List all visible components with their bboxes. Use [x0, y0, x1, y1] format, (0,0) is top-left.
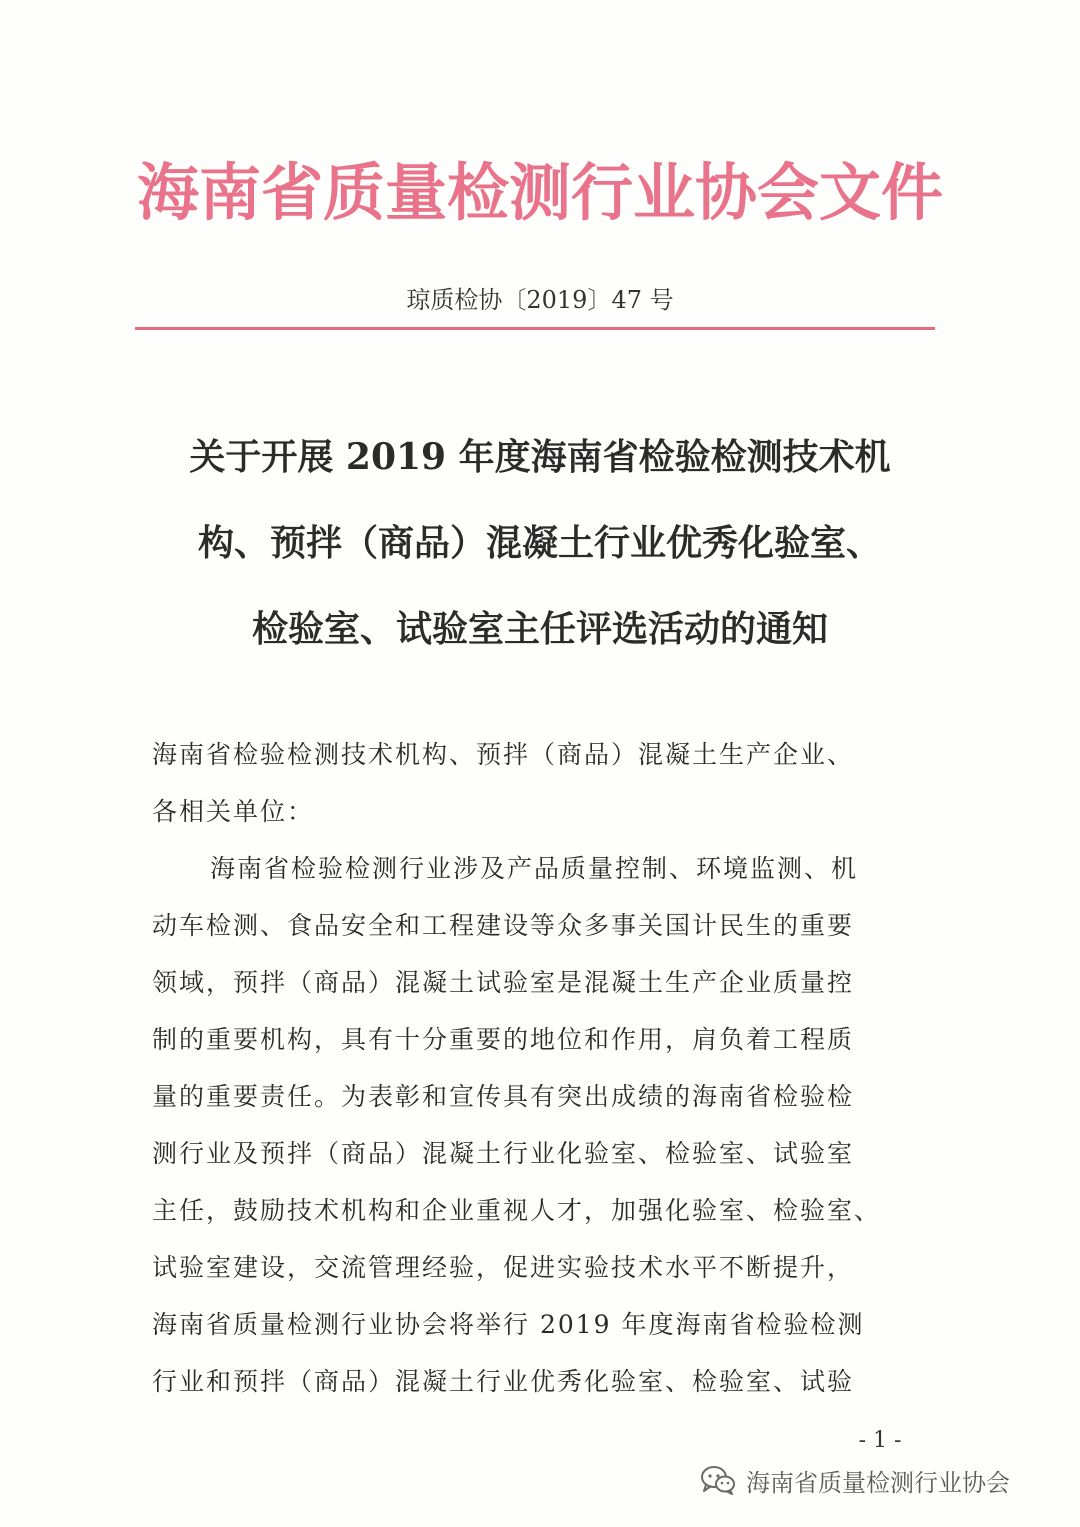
body-line: 量的重要责任。为表彰和宣传具有突出成绩的海南省检验检 [152, 1082, 855, 1111]
notice-title [130, 414, 950, 672]
recipient-line: 各相关单位： [152, 797, 315, 826]
body-line: 试验室建设，交流管理经验，促进实验技术水平不断提升， [152, 1253, 855, 1282]
document-number: 琼质检协〔2019〕47 号 [406, 286, 674, 314]
body-line: 领域，预拌（商品）混凝土试验室是混凝土生产企业质量控 [152, 968, 855, 997]
body-line: 海南省质量检测行业协会将举行 2019 年度海南省检验检测 [152, 1310, 865, 1339]
wechat-icon [700, 1465, 736, 1495]
body-line: 制的重要机构，具有十分重要的地位和作用，肩负着工程质 [152, 1025, 855, 1054]
recipient-line: 海南省检验检测技术机构、预拌（商品）混凝土生产企业、 [152, 740, 855, 769]
masthead-title: 海南省质量检测行业协会文件 [136, 156, 943, 229]
red-divider [135, 327, 935, 330]
body-line: 测行业及预拌（商品）混凝土行业化验室、检验室、试验室 [152, 1139, 855, 1168]
body-line: 主任，鼓励技术机构和企业重视人才，加强化验室、检验室、 [152, 1196, 882, 1225]
body-line: 海南省检验检测行业涉及产品质量控制、环境监测、机 [210, 854, 859, 883]
body-line: 行业和预拌（商品）混凝土行业优秀化验室、检验室、试验 [152, 1367, 855, 1396]
wechat-watermark [700, 1458, 1010, 1502]
page-number: - 1 - [858, 1428, 902, 1453]
body-line: 动车检测、食品安全和工程建设等众多事关国计民生的重要 [152, 911, 855, 940]
title-line: 检验室、试验室主任评选活动的通知 [251, 608, 828, 650]
title-line: 构、预拌（商品）混凝土行业优秀化验室、 [197, 522, 882, 564]
title-line: 关于开展 2019 年度海南省检验检测技术机 [189, 436, 891, 478]
body-paragraph [152, 840, 942, 1410]
recipient-block [152, 726, 942, 840]
watermark-label: 海南省质量检测行业协会 [746, 1468, 1010, 1497]
